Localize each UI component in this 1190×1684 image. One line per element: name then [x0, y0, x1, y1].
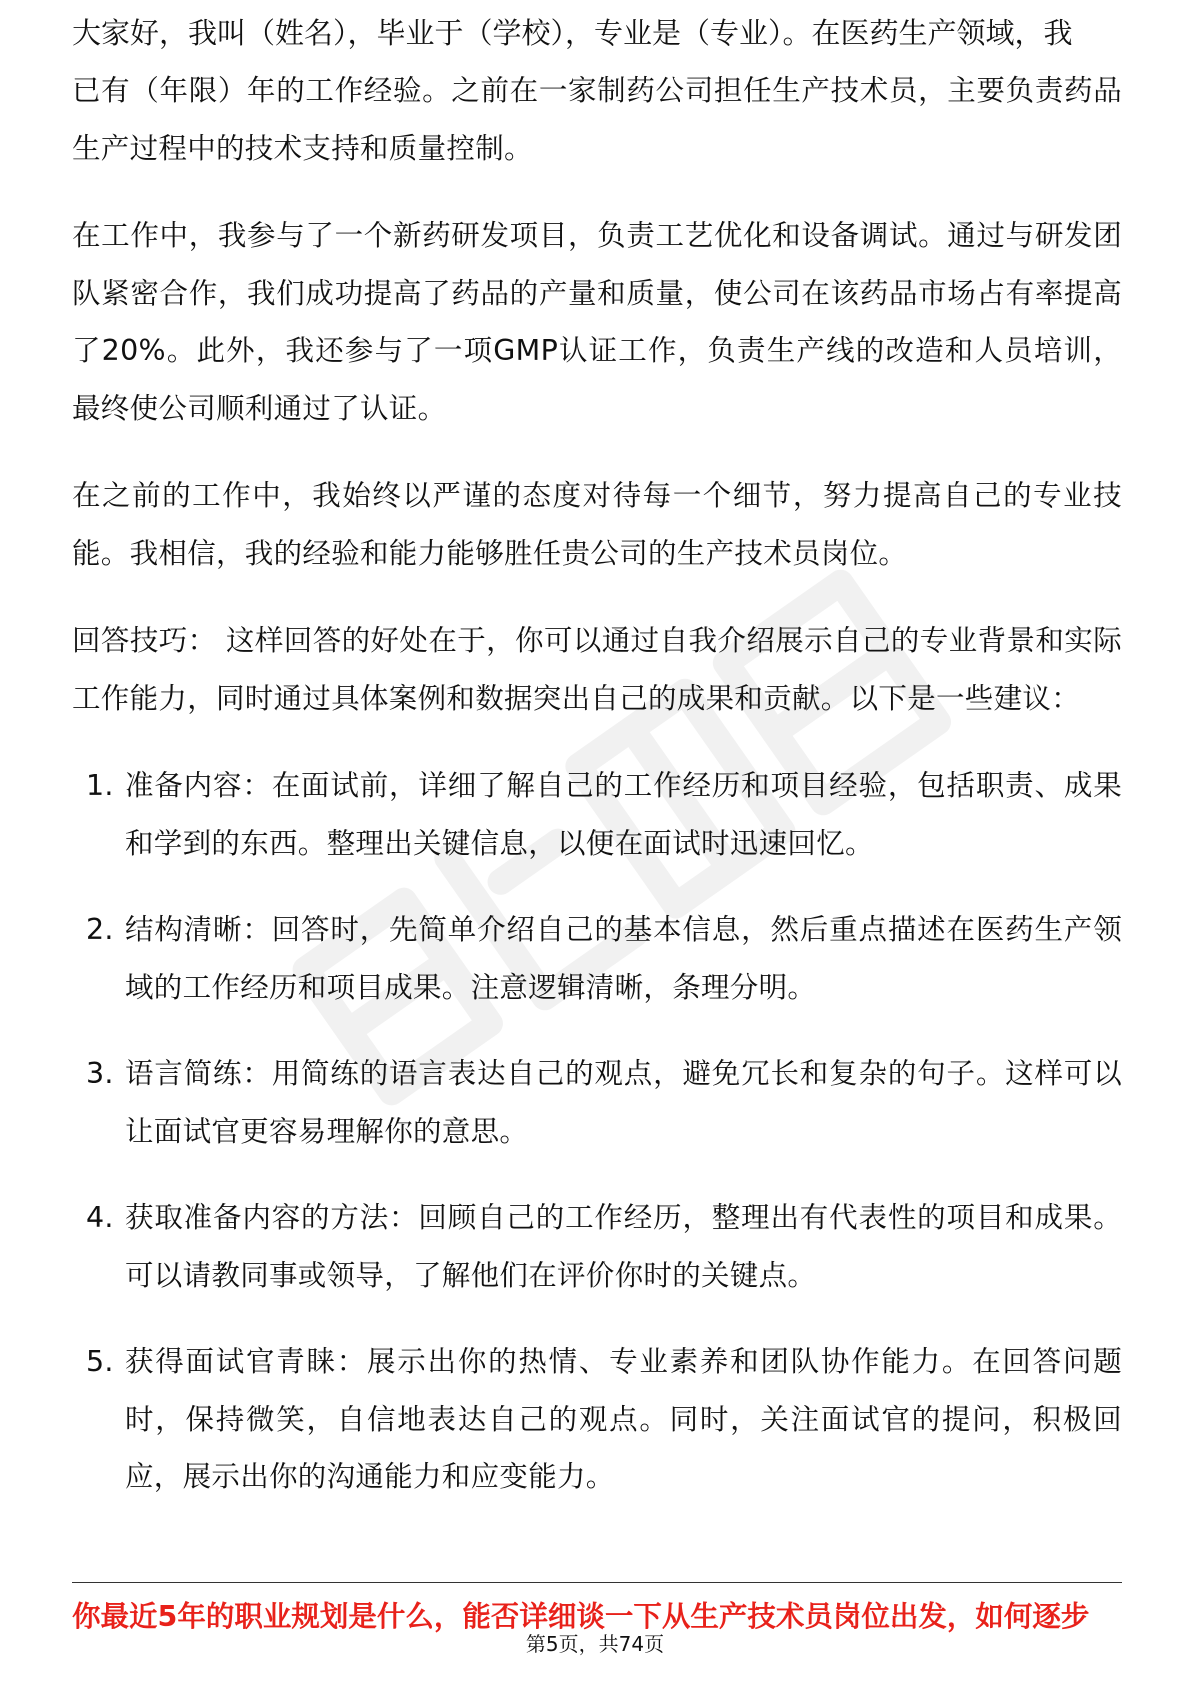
- project-paragraph: 在工作中，我参与了一个新药研发项目，负责工艺优化和设备调试。通过与研发团队紧密合作，我们成功提高了药品的产量和质量，使公司在该药品市场占有率提高了20%。此外，我还参与了一项GMP认证工作，负责生产线的改造和人员培训，最终使公司顺利通过了认证。: [72, 219, 1122, 425]
- paragraph-gap: [72, 582, 1122, 612]
- list-item: [72, 1333, 1122, 1506]
- attitude-paragraph: 在之前的工作中，我始终以严谨的态度对待每一个细节，努力提高自己的专业技能。我相信，我的经验和能力能够胜任贵公司的生产技术员岗位。: [72, 479, 1122, 570]
- tips-paragraph: 回答技巧： 这样回答的好处在于，你可以通过自我介绍展示自己的专业背景和实际工作能力，同时通过具体案例和数据突出自己的成果和贡献。以下是一些建议：: [72, 624, 1122, 715]
- list-item: [72, 1045, 1122, 1160]
- list-item-number: 2.: [86, 913, 114, 946]
- document-body: [72, 62, 1122, 1535]
- paragraph-gap: [72, 437, 1122, 467]
- list-item-text: 结构清晰：回答时，先简单介绍自己的基本信息，然后重点描述在医药生产领域的工作经历和项目成果。注意逻辑清晰，条理分明。: [125, 913, 1122, 1004]
- cut-off-top-line: [72, 16, 1122, 62]
- cut-off-top-line-text: 大家好，我叫（姓名），毕业于（学校），专业是（专业）。在医药生产领域，我: [72, 16, 1073, 50]
- paragraph-gap: [72, 727, 1122, 757]
- list-item-number: 3.: [86, 1057, 114, 1090]
- list-item: [72, 1189, 1122, 1304]
- list-item-number: 4.: [86, 1201, 114, 1234]
- intro-paragraph: 已有（年限）年的工作经验。之前在一家制药公司担任生产技术员，主要负责药品生产过程中的技术支持和质量控制。: [72, 74, 1122, 165]
- list-item-text: 语言简练：用简练的语言表达自己的观点，避免冗长和复杂的句子。这样可以让面试官更容易理解你的意思。: [125, 1057, 1122, 1148]
- list-item: [72, 757, 1122, 872]
- paragraph-gap: [72, 177, 1122, 207]
- list-item-text: 准备内容：在面试前，详细了解自己的工作经历和项目经验，包括职责、成果和学到的东西。整理出关键信息，以便在面试时迅速回忆。: [125, 769, 1122, 860]
- tips-list: [72, 757, 1122, 1506]
- page-number: 第5页，共74页: [525, 1632, 665, 1656]
- list-item-number: 1.: [86, 769, 114, 802]
- footer-divider: [72, 1582, 1122, 1583]
- list-item: [72, 901, 1122, 1016]
- list-item-text: 获得面试官青睐：展示出你的热情、专业素养和团队协作能力。在回答问题时，保持微笑，自信地表达自己的观点。同时，关注面试官的提问，积极回应，展示出你的沟通能力和应变能力。: [125, 1345, 1122, 1493]
- list-item-number: 5.: [86, 1345, 114, 1378]
- next-question-heading: 你最近5年的职业规划是什么，能否详细谈一下从生产技术员岗位出发，如何逐步: [72, 1600, 1090, 1633]
- list-item-text: 获取准备内容的方法：回顾自己的工作经历，整理出有代表性的项目和成果。可以请教同事或领导，了解他们在评价你时的关键点。: [125, 1201, 1122, 1292]
